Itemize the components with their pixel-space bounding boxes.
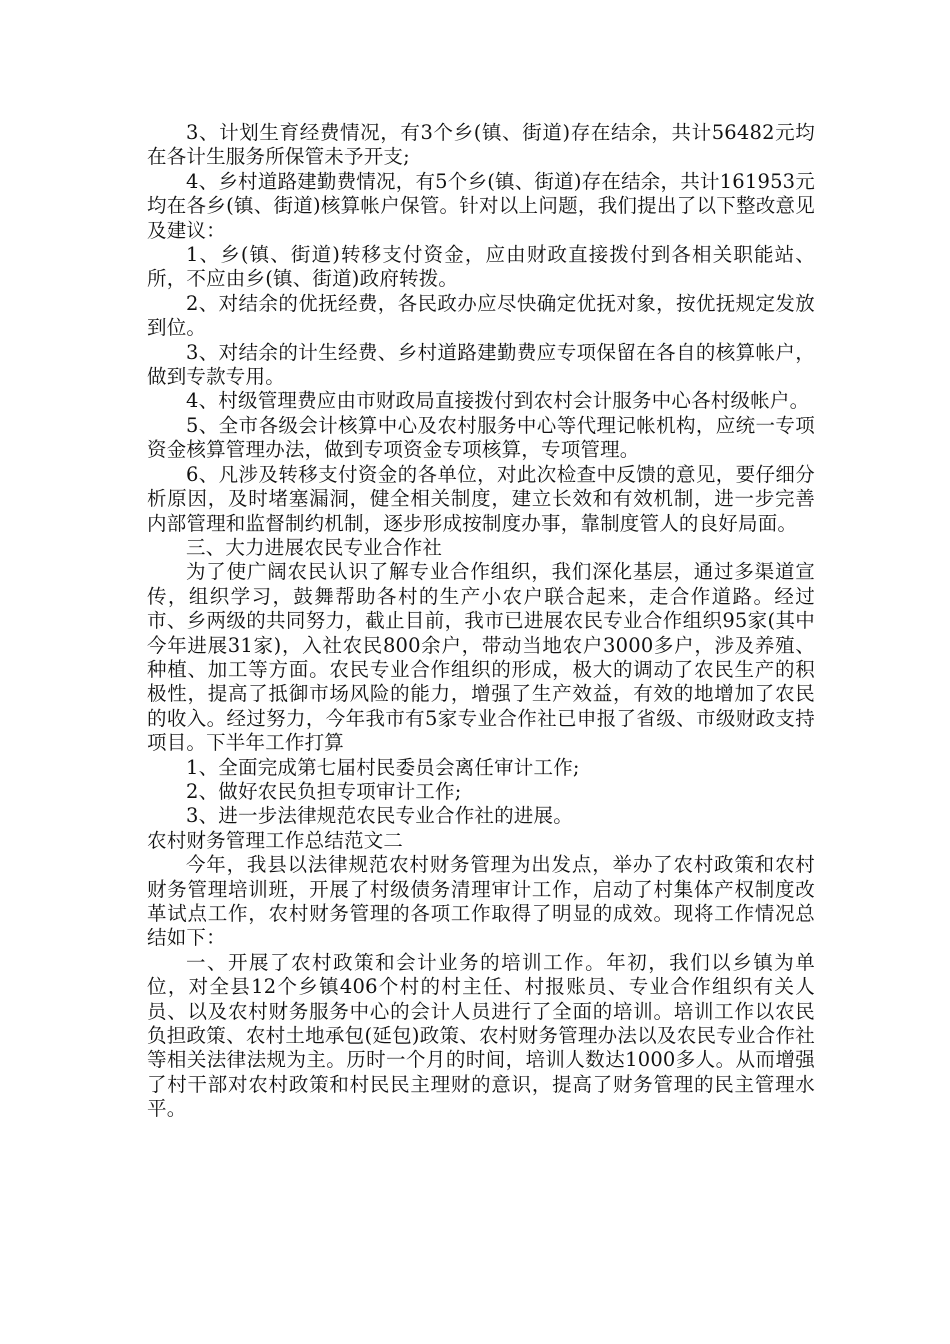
- paragraph: 1、乡(镇、街道)转移支付资金，应由财政直接拨付到各相关职能站、所，不应由乡(镇、街道)政府转拨。: [147, 243, 815, 291]
- paragraph: 4、村级管理费应由市财政局直接拨付到农村会计服务中心各村级帐户。: [186, 389, 810, 413]
- paragraph: 5、全市各级会计核算中心及农村服务中心等代理记帐机构，应统一专项资金核算管理办法，做到专项资金专项核算，专项管理。: [147, 413, 815, 462]
- document-title: 农村财务管理工作总结范文二: [147, 828, 404, 852]
- paragraph: 4、乡村道路建勤费情况，有5个乡(镇、街道)存在结余，共计161953元均在各乡(镇、街道)核算帐户保管。针对以上问题，我们提出了以下整改意见及建议：: [147, 169, 815, 242]
- list-item: 1、全面完成第七届村民委员会离任审计工作;: [186, 755, 580, 779]
- paragraph: 一、开展了农村政策和会计业务的培训工作。年初，我们以乡镇为单位，对全县12个乡镇406个村的村主任、村报账员、专业合作组织有关人员、以及农村财务服务中心的会计人员进行了全面的培训。培训工作以农民负担政策、农村土地承包(延包)政策、农村财务管理办法以及农民专业合作社等相关法律法规为主。历时一个月的时间，培训人数达1000多人。从而增强了村干部对农村政策和村民民主理财的意识，提高了财务管理的民主管理水平。: [147, 950, 815, 1121]
- paragraph: 3、对结余的计生经费、乡村道路建勤费应专项保留在各自的核算帐户，做到专款专用。: [147, 340, 815, 389]
- paragraph: 3、计划生育经费情况，有3个乡(镇、街道)存在结余，共计56482元均在各计生服务所保管未予开支;: [147, 121, 815, 169]
- paragraph: 为了使广阔农民认识了解专业合作组织，我们深化基层，通过多渠道宣传，组织学习，鼓舞帮助各村的生产小农户联合起来，走合作道路。经过市、乡两级的共同努力，截止目前，我市已进展农民专业合作组织95家(其中今年进展31家)，入社农民800余户，带动当地农户3000多户，涉及养殖、种植、加工等方面。农民专业合作组织的形成，极大的调动了农民生产的积极性，提高了抵御市场风险的能力，增强了生产效益，有效的地增加了农民的收入。经过努力，今年我市有5家专业合作社已申报了省级、市级财政支持项目。下半年工作打算: [147, 560, 815, 755]
- section-heading: 三、大力进展农民专业合作社: [186, 535, 443, 559]
- paragraph: 今年，我县以法律规范农村财务管理为出发点，举办了农村政策和农村财务管理培训班，开展了村级债务清理审计工作，启动了村集体产权制度改革试点工作，农村财务管理的各项工作取得了明显的成效。现将工作情况总结如下：: [147, 853, 815, 950]
- paragraph: 2、对结余的优抚经费，各民政办应尽快确定优抚对象，按优抚规定发放到位。: [147, 291, 815, 340]
- list-item: 2、做好农民负担专项审计工作;: [186, 779, 462, 803]
- paragraph: 6、凡涉及转移支付资金的各单位，对此次检查中反馈的意见，要仔细分析原因，及时堵塞漏洞，健全相关制度，建立长效和有效机制，进一步完善内部管理和监督制约机制，逐步形成按制度办事，靠制度管人的良好局面。: [147, 462, 815, 535]
- document-body: [147, 121, 815, 1122]
- list-item: 3、进一步法律规范农民专业合作社的进展。: [186, 804, 573, 828]
